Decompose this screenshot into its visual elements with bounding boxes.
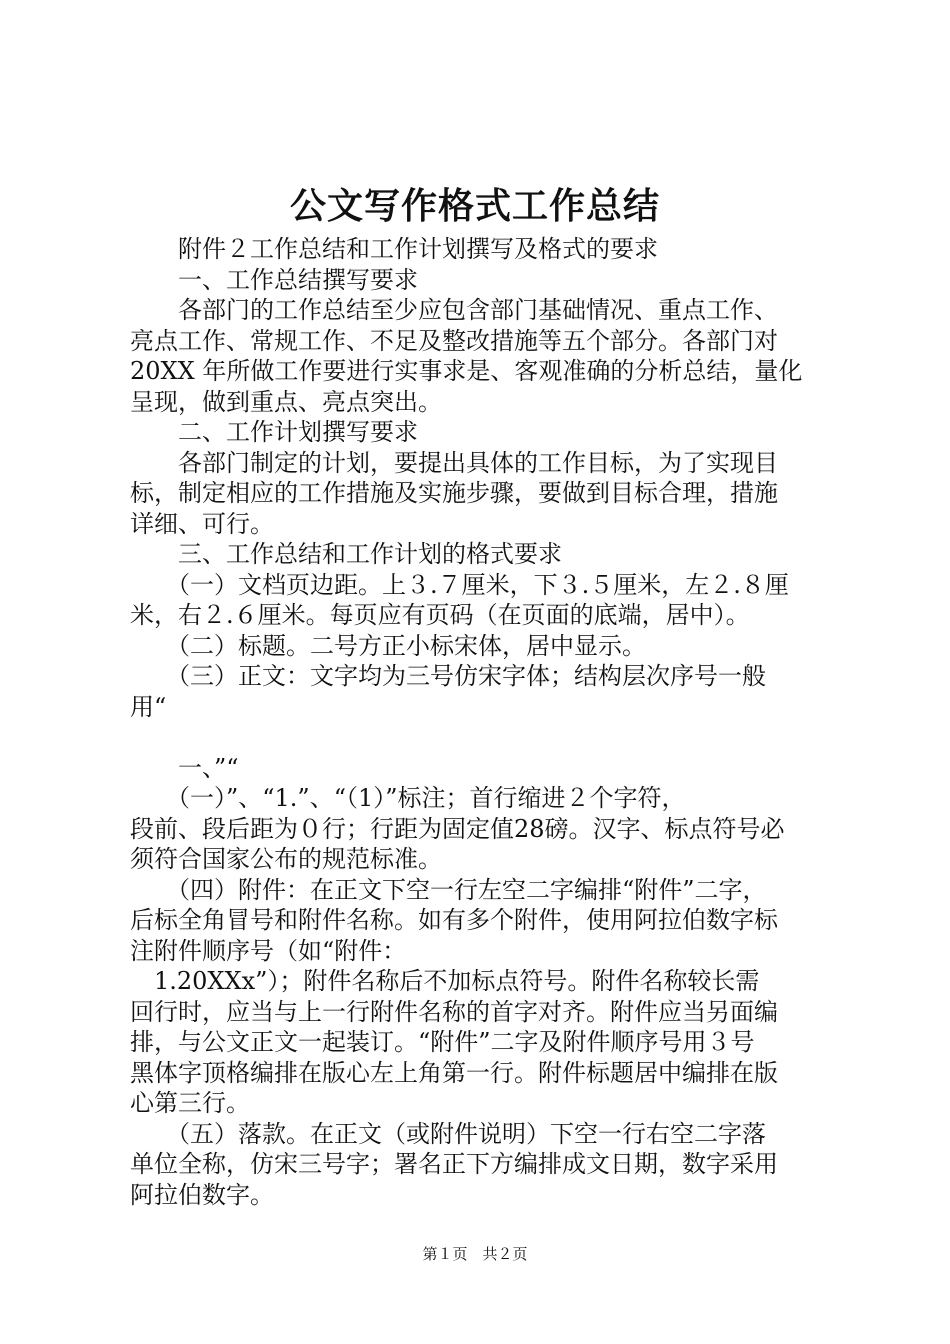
paragraph-line: （三）正文：文字均为三号仿宋字体；结构层次序号一般	[130, 662, 766, 690]
paragraph-line: 回行时，应当与上一行附件名称的首字对齐。附件应当另面编	[130, 997, 778, 1026]
page-number: 第１页 共２页	[422, 1245, 528, 1263]
blank-line	[130, 722, 830, 753]
paragraph-line: 黑体字顶格编排在版心左上角第一行。附件标题居中编排在版	[130, 1058, 778, 1087]
document-title: 公文写作格式工作总结	[289, 186, 660, 227]
paragraph-line: 附件２工作总结和工作计划撰写及格式的要求	[130, 235, 658, 263]
paragraph-line: 注附件顺序号（如“附件：	[130, 936, 407, 965]
paragraph-line: 排，与公文正文一起装订。“附件”二字及附件顺序号用３号	[130, 1028, 755, 1056]
paragraph-line: （四）附件：在正文下空一行左空二字编排“附件”二字，	[130, 875, 767, 904]
section-heading: 三、工作总结和工作计划的格式要求	[130, 540, 562, 568]
paragraph-line: 心第三行。	[130, 1089, 250, 1117]
paragraph-line: （五）落款。在正文（或附件说明）下空一行右空二字落	[130, 1119, 766, 1148]
paragraph-line: 1.20XXx”）；附件名称后不加标点符号。附件名称较长需	[130, 967, 760, 995]
section-heading: 二、工作计划撰写要求	[130, 418, 418, 446]
paragraph-line: 详细、可行。	[130, 509, 274, 538]
paragraph-line: （一）”、“1.”、“（1）”标注；首行缩进２个字符，	[130, 784, 686, 812]
paragraph-line: 须符合国家公布的规范标准。	[130, 845, 442, 873]
paragraph-line: 单位全称，仿宋三号字；署名正下方编排成文日期，数字采用	[130, 1150, 778, 1178]
section-heading: 一、工作总结撰写要求	[130, 265, 418, 294]
paragraph-line: 各部门制定的计划，要提出具体的工作目标，为了实现目	[130, 448, 778, 477]
paragraph-line: 各部门的工作总结至少应包含部门基础情况、重点工作、	[130, 296, 778, 324]
paragraph-line: 后标全角冒号和附件名称。如有多个附件，使用阿拉伯数字标	[130, 906, 778, 934]
paragraph-line: （二）标题。二号方正小标宋体，居中显示。	[130, 631, 646, 660]
paragraph-line: 用“	[130, 692, 167, 721]
paragraph-line: 阿拉伯数字。	[130, 1180, 274, 1209]
paragraph-line: 呈现，做到重点、亮点突出。	[130, 387, 442, 416]
document-body	[130, 234, 830, 1210]
paragraph-line: 段前、段后距为０行；行距为固定值28磅。汉字、标点符号必	[130, 814, 785, 843]
paragraph-line: （一）文档页边距。上３.７厘米，下３.５厘米，左２.８厘	[130, 570, 789, 599]
paragraph-line: 一、”“	[130, 753, 239, 782]
paragraph-line: 亮点工作、常规工作、不足及整改措施等五个部分。各部门对	[130, 326, 778, 355]
paragraph-line: 20XX 年所做工作要进行实事求是、客观准确的分析总结，量化	[130, 357, 803, 385]
paragraph-line: 米，右２.６厘米。每页应有页码（在页面的底端，居中）。	[130, 601, 750, 629]
paragraph-line: 标，制定相应的工作措施及实施步骤，要做到目标合理，措施	[130, 479, 778, 507]
